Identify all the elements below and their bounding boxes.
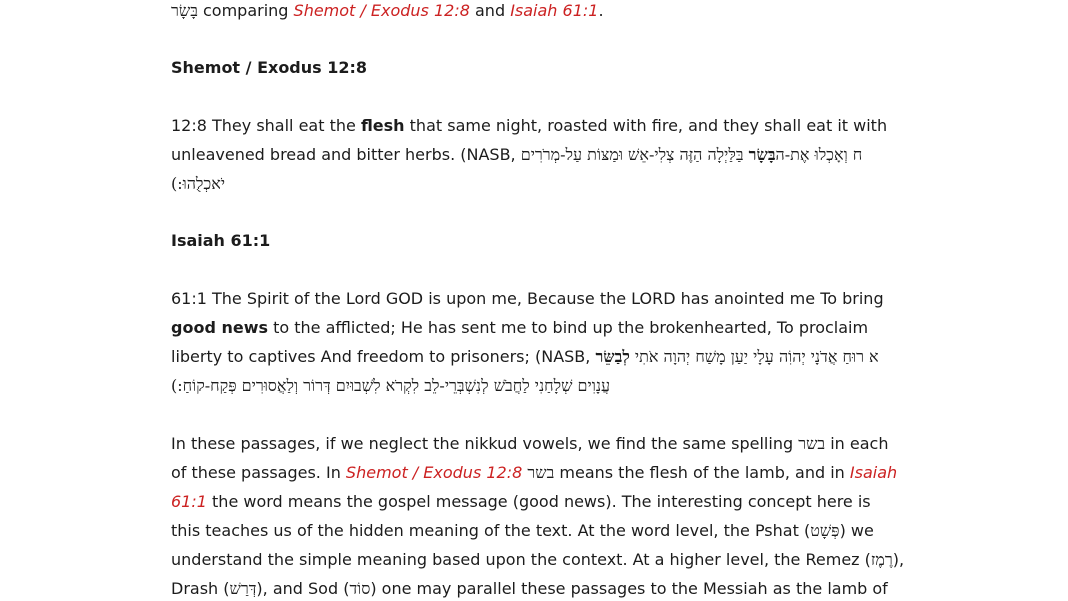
section-heading-exodus: Shemot / Exodus 12:8 (171, 58, 368, 77)
exodus-hebrew-basar: בָּשָׂר (748, 145, 776, 164)
para-text-3b: the word means the gospel message (good news). The interesting concept here is (206, 492, 871, 511)
exodus-verse-text-a: 12:8 They shall eat the (171, 116, 361, 135)
isaiah-hebrew-levaser: לְבַשֵּׂר (595, 347, 630, 366)
isaiah-verse-text-c: liberty to captives And freedom to prisoners; (NASB, (171, 347, 596, 366)
para-text-6a: Drash ( (171, 579, 230, 598)
para-ref-isaiah-verse-link[interactable]: 61:1 (171, 492, 207, 511)
isaiah-hebrew-end: עֲנָוִים שְׁלָחַנִי לַחֲבֹשׁ לְנִשְׁבְּרֵי-לֵב לִקְרֹא לִשְׁבוּיִם דְּרוֹר וְלַאֲסוּרִים פְּקַח-קוֹחַ:) (171, 376, 611, 395)
para-text-2a: of these passages. In (171, 463, 346, 482)
section-heading-isaiah: Isaiah 61:1 (171, 231, 271, 250)
para-ref-exodus-link[interactable]: Shemot / Exodus 12:8 (345, 463, 523, 482)
isaiah-verse-line-2 (171, 318, 868, 340)
isaiah-keyword-good-news: good news (171, 318, 269, 337)
intro-text-2: and (469, 1, 511, 20)
intro-text-1: comparing (197, 1, 294, 20)
isaiah-verse-text-b: to the afflicted; He has sent me to bind up the brokenhearted, To proclaim (268, 318, 869, 337)
exodus-verse-line-3 (171, 174, 225, 196)
exodus-verse-line-1 (171, 116, 887, 138)
para-hebrew-remez: רֶמֶז (870, 550, 893, 569)
hebrew-basar: בָּשָׂר (171, 1, 198, 20)
isaiah-verse-line-3 (171, 347, 879, 369)
para-hebrew-bsr: בשר (798, 434, 826, 453)
para-hebrew-sod: סוֹד (349, 579, 371, 598)
ref-isaiah-61-1-link[interactable]: Isaiah 61:1 (510, 1, 599, 20)
para-ref-isaiah-link[interactable]: Isaiah (849, 463, 898, 482)
exodus-hebrew-text (521, 145, 863, 165)
exodus-verse-text-b: that same night, roasted with fire, and they shall eat it with (404, 116, 888, 135)
para-text-4a: this teaches us of the hidden meaning of the text. At the word level, the Pshat ( (171, 521, 811, 540)
para-text-5a: understand the simple meaning based upon the context. At a higher level, the Remez ( (171, 550, 871, 569)
para-line-2 (171, 463, 897, 485)
isaiah-hebrew-text (595, 347, 878, 367)
para-text-1a: In these passages, if we neglect the nikkud vowels, we find the same spelling (171, 434, 799, 453)
exodus-hebrew-a: ח וְאָכְלוּ אֶת-ה (775, 145, 863, 164)
isaiah-verse-line-1: 61:1 The Spirit of the Lord GOD is upon me, Because the LORD has anointed me To bring (171, 289, 884, 308)
para-text-4b: ) we (839, 521, 874, 540)
exodus-verse-text-c: unleavened bread and bitter herbs. (NASB, (171, 145, 521, 164)
para-hebrew-bsr-2: בשר (522, 463, 555, 482)
para-text-6c: ) one may parallel these passages to the Messiah as the lamb of (370, 579, 888, 598)
isaiah-hebrew-a: א רוּחַ אֲדֹנָי יְהוִֹה עָלָי יַעַן מָשַׁח יְהוָה אֹתִי (629, 347, 879, 366)
intro-line (171, 1, 604, 23)
para-hebrew-pshat: פְּשָׁט (810, 521, 840, 540)
para-hebrew-drash: דְּרַשׁ (229, 579, 257, 598)
exodus-hebrew-b: בַּלַּיְלָה הַזֶּה צְלִי-אֵשׁ וּמַצּוֹת עַל-מְרֹרִים (520, 145, 749, 164)
para-text-1b: in each (825, 434, 889, 453)
para-line-5 (171, 550, 904, 572)
para-line-1 (171, 434, 888, 456)
exodus-hebrew-end: יֹאכְלֻהוּ:) (171, 174, 226, 193)
para-line-3 (171, 492, 871, 514)
isaiah-verse-line-4 (171, 376, 610, 398)
intro-text-3: . (598, 1, 604, 20)
para-line-4 (171, 521, 874, 543)
para-text-6b: ), and Sod ( (256, 579, 350, 598)
exodus-verse-line-2 (171, 145, 862, 167)
para-text-2b: means the flesh of the lamb, and in (554, 463, 850, 482)
exodus-keyword-flesh: flesh (360, 116, 405, 135)
para-text-5b: ), (892, 550, 905, 569)
para-line-6 (171, 579, 888, 601)
ref-exodus-12-8-link[interactable]: Shemot / Exodus 12:8 (293, 1, 470, 20)
